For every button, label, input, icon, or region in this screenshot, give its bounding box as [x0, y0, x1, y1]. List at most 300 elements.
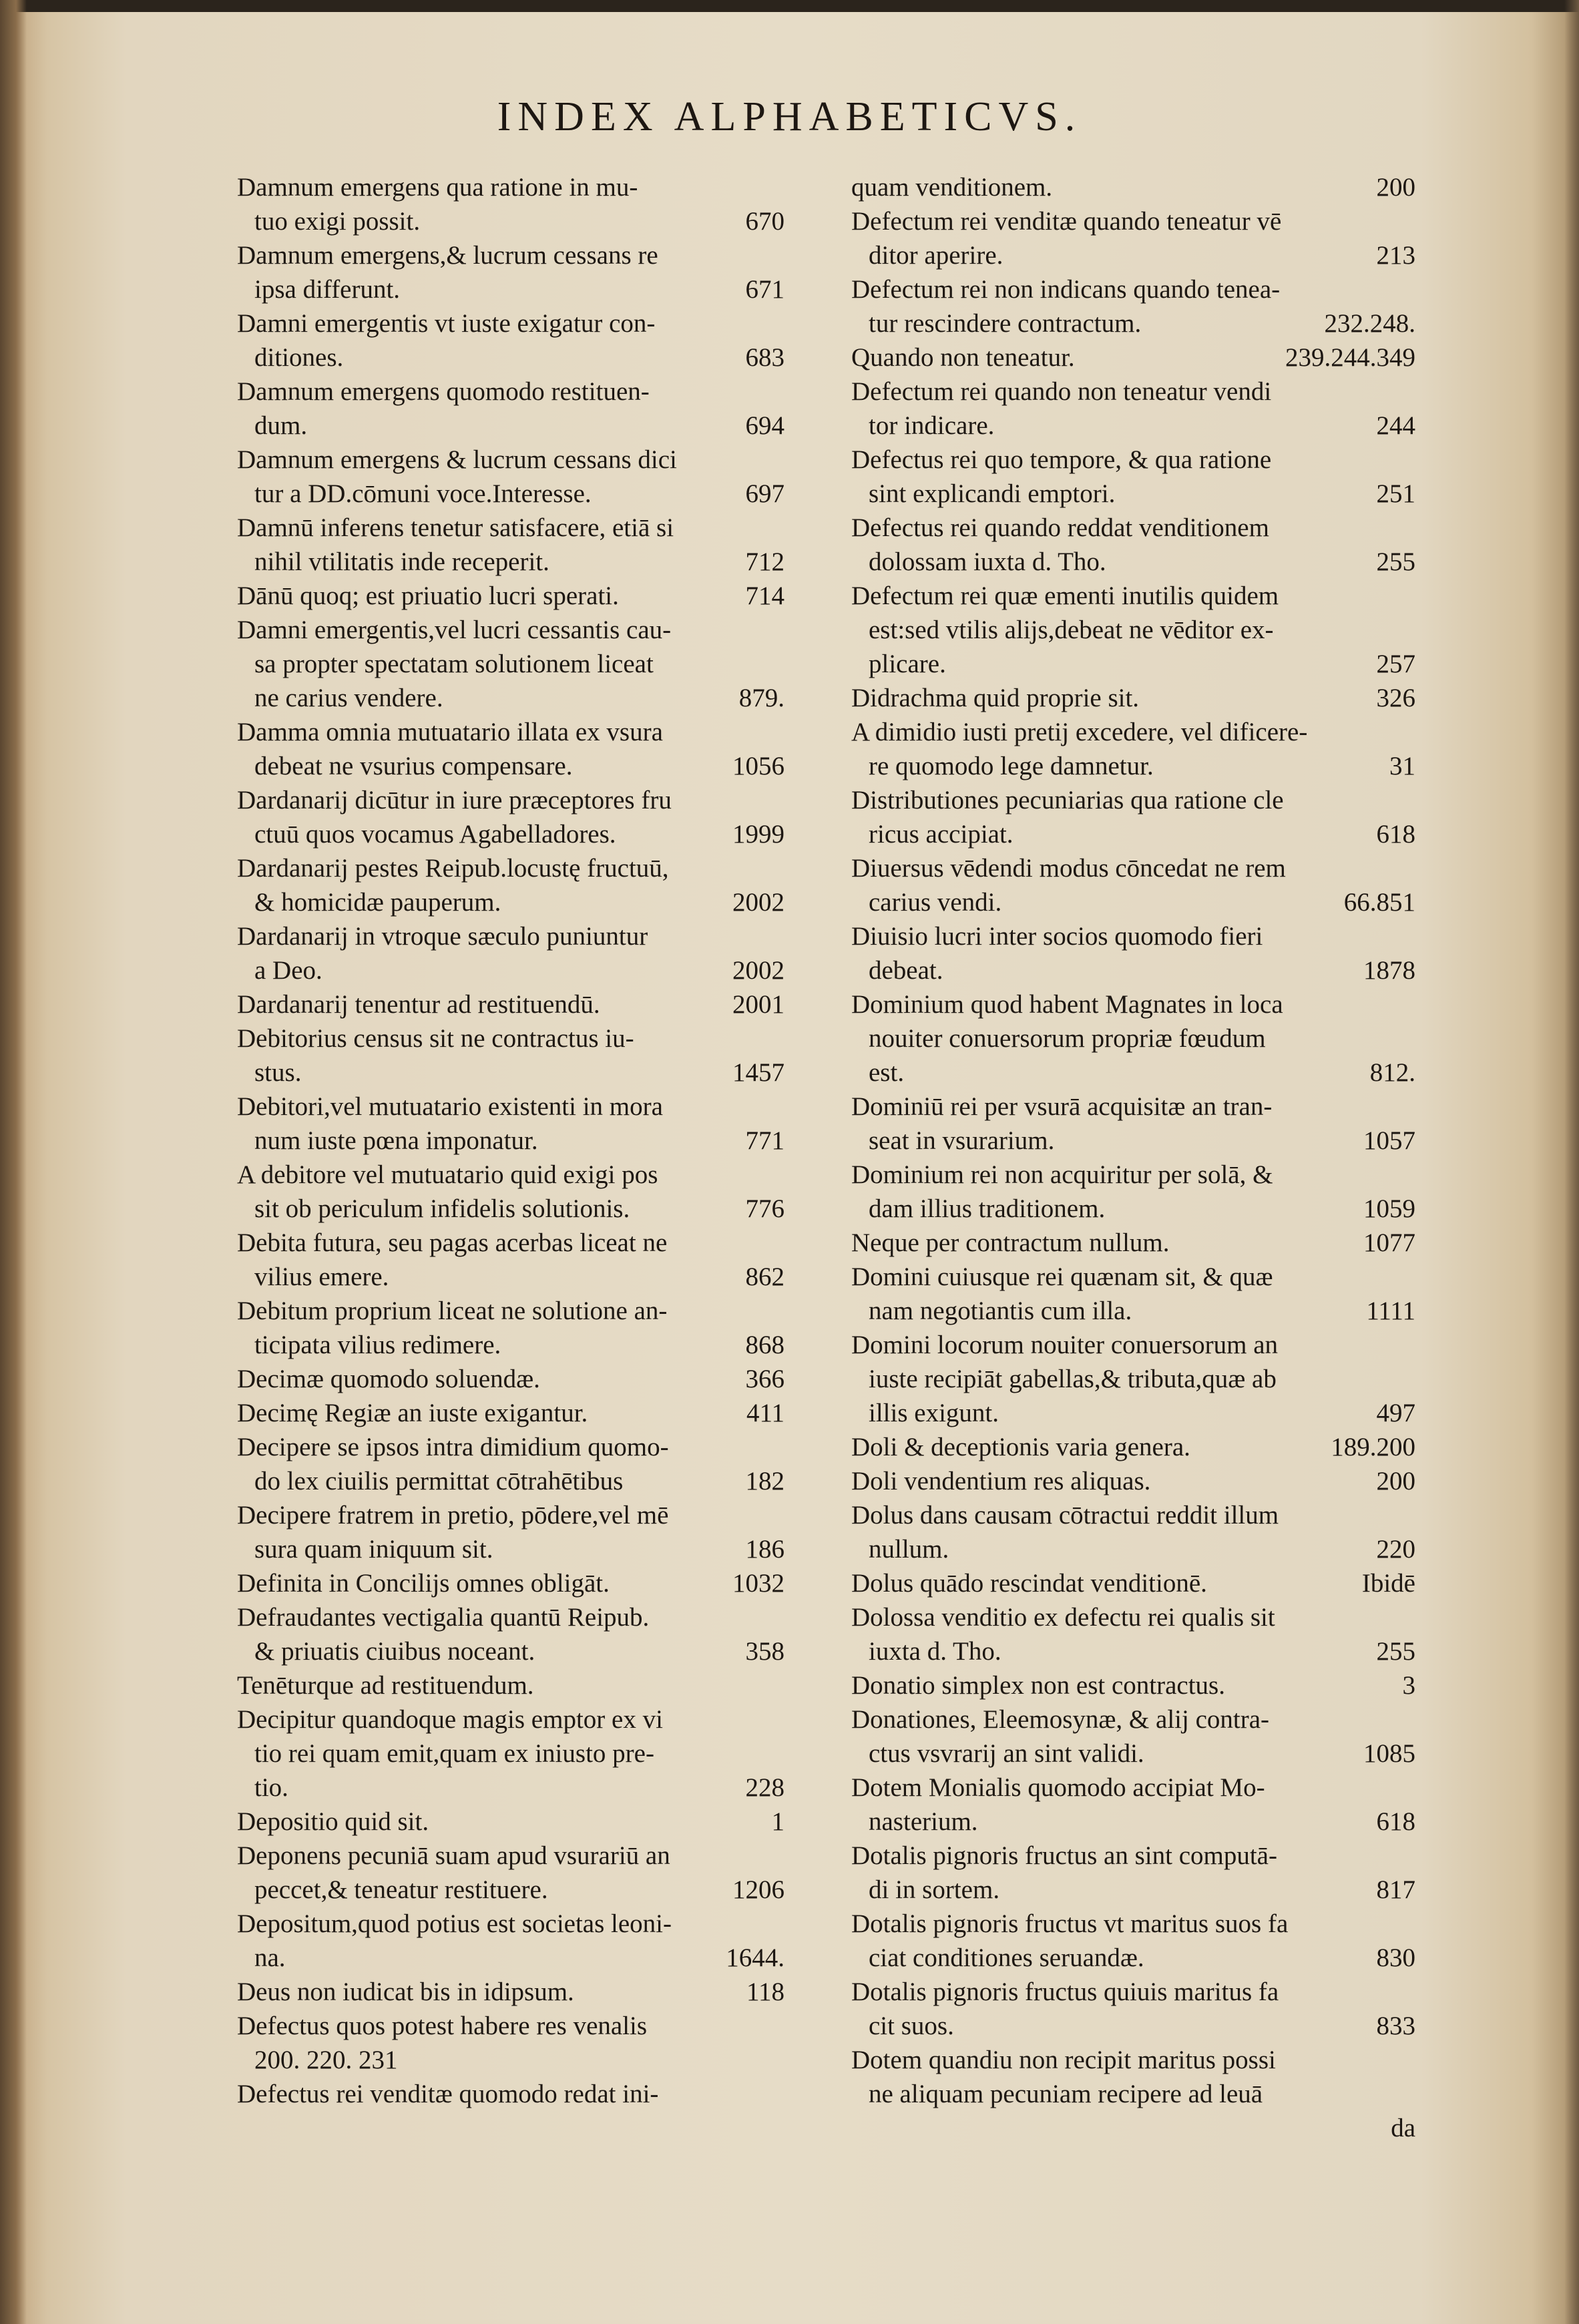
- entry-text: & homicidæ pauperum.: [254, 888, 501, 917]
- index-entry-line: [851, 2077, 1415, 2111]
- index-entry-line: [851, 1396, 1415, 1430]
- entry-text: sura quam iniquum sit.: [254, 1535, 493, 1564]
- entry-text: nam negotiantis cum illa.: [869, 1297, 1132, 1325]
- index-entry: [237, 715, 784, 783]
- index-entry: [237, 1362, 784, 1396]
- entry-text: Diuersus vēdendi modus cōncedat ne rem: [851, 854, 1286, 883]
- entry-text: Deus non iudicat bis in idipsum.: [237, 1978, 574, 2006]
- index-entry: [851, 272, 1415, 340]
- page-reference: 232.248.: [1324, 309, 1415, 338]
- catchword: da: [1391, 2114, 1415, 2142]
- index-entry: [851, 1090, 1415, 1158]
- page-reference: 2002: [732, 888, 784, 917]
- index-entry-line: [851, 1158, 1415, 1192]
- index-entry: [851, 919, 1415, 987]
- page-reference: 200: [1376, 1467, 1415, 1495]
- entry-text: Dardanarij pestes Reipub.locustę fructuū,: [237, 854, 669, 883]
- index-entry-line: [851, 443, 1415, 477]
- index-entry-line: [851, 647, 1415, 681]
- index-entry-line: [237, 953, 784, 987]
- page-reference: 244: [1376, 411, 1415, 440]
- running-head: INDEX ALPHABETICVS.: [497, 94, 1082, 140]
- entry-text: Diuisio lucri inter socios quomodo fieri: [851, 922, 1263, 951]
- index-entry-line: [851, 1634, 1415, 1668]
- entry-text: Defectum rei venditæ quando teneatur vē: [851, 207, 1282, 236]
- index-entry-line: [851, 885, 1415, 919]
- entry-text: stus.: [254, 1058, 302, 1087]
- page-reference: 1032: [732, 1569, 784, 1598]
- index-entry-line: [237, 1430, 784, 1464]
- index-entry: [851, 1702, 1415, 1771]
- index-entry-line: [237, 1056, 784, 1090]
- index-entry: [851, 1771, 1415, 1839]
- index-entry-line: [237, 613, 784, 647]
- page-reference: 255: [1376, 1637, 1415, 1666]
- page-reference: 1644.: [726, 1943, 784, 1972]
- entry-text: plicare.: [869, 650, 946, 678]
- entry-text: Domini locorum nouiter conuersorum an: [851, 1331, 1279, 1359]
- page-reference: 189.200: [1331, 1433, 1415, 1461]
- entry-text: Dotem quandiu non recipit maritus possi: [851, 2046, 1276, 2074]
- index-entry-line: [237, 272, 784, 306]
- index-entry-line: [237, 919, 784, 953]
- index-entry-line: [851, 2043, 1415, 2077]
- entry-text: dum.: [254, 411, 308, 440]
- entry-text: Donatio simplex non est contractus.: [851, 1671, 1225, 1700]
- index-entry: [237, 1498, 784, 1566]
- entry-text: debeat ne vsurius compensare.: [254, 752, 573, 780]
- index-entry: [851, 443, 1415, 511]
- page-reference: 694: [745, 411, 784, 440]
- index-entry-line: [851, 1192, 1415, 1226]
- index-entry: [237, 1566, 784, 1600]
- index-entry-line: [237, 511, 784, 545]
- page-reference: 1057: [1363, 1126, 1415, 1155]
- index-entry-line: [851, 375, 1415, 409]
- index-entry-line: [851, 1464, 1415, 1498]
- index-entry-line: [237, 1600, 784, 1634]
- index-entry-line: [851, 1226, 1415, 1260]
- index-entry: [851, 783, 1415, 851]
- index-entry: [237, 1805, 784, 1839]
- page-reference: 776: [745, 1194, 784, 1223]
- index-entry: [237, 919, 784, 987]
- entry-text: seat in vsurarium.: [869, 1126, 1055, 1155]
- index-entry-line: [851, 1668, 1415, 1702]
- page-reference: 833: [1376, 2012, 1415, 2040]
- index-entry: [851, 1498, 1415, 1566]
- index-entry-line: [237, 1668, 784, 1702]
- index-entry-line: [851, 1532, 1415, 1566]
- entry-text: Damma omnia mutuatario illata ex vsura: [237, 718, 663, 746]
- page-reference: 213: [1376, 241, 1415, 270]
- index-entry-line: [237, 1396, 784, 1430]
- entry-text: Quando non teneatur.: [851, 343, 1075, 372]
- index-entry-line: [237, 1124, 784, 1158]
- page-edge: [1564, 0, 1579, 2324]
- entry-text: Dānū quoq; est priuatio lucri sperati.: [237, 582, 619, 610]
- entry-text: Dardanarij tenentur ad restituendū.: [237, 990, 600, 1019]
- index-entry: [237, 443, 784, 511]
- index-entry-line: [851, 1021, 1415, 1056]
- index-entry-line: [237, 1907, 784, 1941]
- index-entry: [851, 987, 1415, 1090]
- entry-text: Decipitur quandoque magis emptor ex vi: [237, 1705, 663, 1734]
- index-entry-line: [851, 1362, 1415, 1396]
- page-reference: 411: [746, 1399, 784, 1427]
- page-reference: Ibidē: [1361, 1569, 1415, 1598]
- index-entry: [237, 1975, 784, 2009]
- index-entry: [237, 170, 784, 238]
- index-entry-line: [237, 817, 784, 851]
- entry-text: Domini cuiusque rei quænam sit, & quæ: [851, 1262, 1273, 1291]
- index-entry: [851, 511, 1415, 579]
- page-reference: 66.851: [1343, 888, 1415, 917]
- entry-text: sa propter spectatam solutionem liceat: [254, 650, 654, 678]
- entry-text: Depositio quid sit.: [237, 1807, 429, 1836]
- entry-text: ctus vsvrarij an sint validi.: [869, 1739, 1144, 1768]
- entry-text: vilius emere.: [254, 1262, 389, 1291]
- page-reference: 255: [1376, 547, 1415, 576]
- index-entry-line: [851, 953, 1415, 987]
- entry-text: nullum.: [869, 1535, 949, 1564]
- index-entry-line: [237, 647, 784, 681]
- index-entry: [851, 1839, 1415, 1907]
- index-entry-line: [851, 204, 1415, 238]
- page-reference: 868: [745, 1331, 784, 1359]
- index-entry-line: [237, 409, 784, 443]
- index-entry-line: [851, 1702, 1415, 1736]
- index-entry: [237, 1702, 784, 1805]
- index-entry: [851, 375, 1415, 443]
- index-entry: [237, 1668, 784, 1702]
- index-entry: [237, 2009, 784, 2077]
- index-entry-line: [851, 1805, 1415, 1839]
- page-reference: 31: [1389, 752, 1415, 780]
- index-entry-line: [237, 477, 784, 511]
- entry-text: ditiones.: [254, 343, 344, 372]
- index-entry-line: [851, 715, 1415, 749]
- index-entry: [851, 1975, 1415, 2043]
- entry-text: Debita futura, seu pagas acerbas liceat ne: [237, 1228, 668, 1257]
- index-entry: [237, 1396, 784, 1430]
- entry-text: Dominiū rei per vsurā acquisitæ an tran-: [851, 1092, 1273, 1121]
- index-entry-line: [851, 1090, 1415, 1124]
- page-reference: 1111: [1366, 1297, 1415, 1325]
- entry-text: a Deo.: [254, 956, 322, 985]
- index-entry: [851, 170, 1415, 204]
- entry-text: re quomodo lege damnetur.: [869, 752, 1154, 780]
- index-entry-line: [237, 885, 784, 919]
- entry-text: nasterium.: [869, 1807, 978, 1836]
- page-reference: 812.: [1369, 1058, 1415, 1087]
- page-reference: 1085: [1363, 1739, 1415, 1768]
- index-entry: [851, 1907, 1415, 1975]
- index-entry: [237, 613, 784, 715]
- page-reference: 879.: [738, 684, 784, 712]
- index-entry-line: [237, 1566, 784, 1600]
- entry-text: Decimæ quomodo soluendæ.: [237, 1365, 540, 1393]
- entry-text: Defectus quos potest habere res venalis: [237, 2012, 648, 2040]
- page-reference: 251: [1376, 479, 1415, 508]
- index-entry: [237, 783, 784, 851]
- entry-text: carius vendi.: [869, 888, 1002, 917]
- entry-text: Defectus rei venditæ quomodo redat ini-: [237, 2080, 659, 2108]
- entry-text: tur a DD.cōmuni voce.Interesse.: [254, 479, 592, 508]
- entry-text: Dolus quādo rescindat venditionē.: [851, 1569, 1207, 1598]
- entry-text: peccet,& teneatur restituere.: [254, 1875, 548, 1904]
- page-reference: 1059: [1363, 1194, 1415, 1223]
- entry-text: tio rei quam emit,quam ex iniusto pre-: [254, 1739, 654, 1768]
- index-entry-line: [851, 851, 1415, 885]
- entry-text: Defectum rei quæ ementi inutilis quidem: [851, 582, 1279, 610]
- index-entry: [237, 306, 784, 375]
- page-reference: 618: [1376, 820, 1415, 849]
- index-entry: [237, 2077, 784, 2111]
- index-entry-line: [851, 1430, 1415, 1464]
- entry-text: Didrachma quid proprie sit.: [851, 684, 1140, 712]
- entry-text: dam illius traditionem.: [869, 1194, 1106, 1223]
- entry-text: Decipere fratrem in pretio, pōdere,vel mē: [237, 1501, 669, 1530]
- index-entry-line: [851, 919, 1415, 953]
- entry-text: tur rescindere contractum.: [869, 309, 1142, 338]
- index-entry-line: [237, 1090, 784, 1124]
- index-entry-line: [237, 340, 784, 375]
- index-entry-line: [851, 1839, 1415, 1873]
- index-entry-line: [237, 1702, 784, 1736]
- index-entry-line: [851, 1566, 1415, 1600]
- entry-text: Dotem Monialis quomodo accipiat Mo-: [851, 1773, 1265, 1802]
- index-entry-line: [851, 613, 1415, 647]
- index-column-left: [237, 170, 784, 2111]
- page-reference: [1407, 2077, 1415, 2111]
- entry-text: Damnum emergens qua ratione in mu-: [237, 173, 638, 202]
- index-entry-line: [237, 681, 784, 715]
- index-entry-line: [237, 170, 784, 204]
- index-entry-line: [851, 306, 1415, 340]
- index-entry-line: [851, 987, 1415, 1021]
- entry-text: Damnū inferens tenetur satisfacere, etiā si: [237, 513, 674, 542]
- entry-text: Damni emergentis,vel lucri cessantis cau-: [237, 616, 672, 644]
- entry-text: Debitorius census sit ne contractus iu-: [237, 1024, 634, 1053]
- index-entry: [851, 340, 1415, 375]
- index-entry-line: [237, 2077, 784, 2111]
- entry-text: A debitore vel mutuatario quid exigi pos: [237, 1160, 658, 1189]
- index-entry: [851, 715, 1415, 783]
- entry-text: Defectum rei non indicans quando tenea-: [851, 275, 1281, 304]
- entry-text: est:sed vtilis alijs,debeat ne vēditor ex-: [869, 616, 1274, 644]
- scan-top-edge: [0, 0, 1579, 12]
- index-entry-line: [237, 783, 784, 817]
- entry-text: Defectus rei quo tempore, & qua ratione: [851, 445, 1272, 474]
- page-reference: 1457: [732, 1058, 784, 1087]
- entry-text: Dotalis pignoris fructus an sint computā-: [851, 1841, 1277, 1870]
- index-entry: [237, 1226, 784, 1294]
- index-entry-line: [851, 681, 1415, 715]
- entry-text: na.: [254, 1943, 286, 1972]
- index-entry-line: [851, 1600, 1415, 1634]
- page-reference: 118: [746, 1978, 784, 2006]
- entry-text: Neque per contractum nullum.: [851, 1228, 1170, 1257]
- index-entry-line: [851, 1736, 1415, 1771]
- index-entry-line: [237, 1941, 784, 1975]
- index-entry-line: [851, 511, 1415, 545]
- entry-text: illis exigunt.: [869, 1399, 999, 1427]
- index-column-right: [851, 170, 1415, 2145]
- entry-text: Tenēturque ad restituendum.: [237, 1671, 534, 1700]
- index-entry-line: [237, 1498, 784, 1532]
- page-reference: 1206: [732, 1875, 784, 1904]
- entry-text: di in sortem.: [869, 1875, 1000, 1904]
- index-entry: [237, 511, 784, 579]
- index-entry-line: [851, 545, 1415, 579]
- page-reference: 200: [1376, 173, 1415, 202]
- page-reference: 186: [745, 1535, 784, 1564]
- entry-text: tio.: [254, 1773, 288, 1802]
- entry-text: Dotalis pignoris fructus quiuis maritus fa: [851, 1978, 1279, 2006]
- index-entry-line: [851, 238, 1415, 272]
- index-entry-line: [237, 1464, 784, 1498]
- index-entry-line: [237, 1736, 784, 1771]
- entry-text: sint explicandi emptori.: [869, 479, 1116, 508]
- page-reference: 3: [1402, 1671, 1415, 1700]
- page-reference: 182: [745, 1467, 784, 1495]
- index-entry-line: [851, 477, 1415, 511]
- entry-text: iuste recipiāt gabellas,& tributa,quæ ab: [869, 1365, 1277, 1393]
- entry-text: Distributiones pecuniarias qua ratione cle: [851, 786, 1284, 815]
- entry-text: sit ob periculum infidelis solutionis.: [254, 1194, 630, 1223]
- page-reference: 830: [1376, 1943, 1415, 1972]
- index-entry-line: [851, 1975, 1415, 2009]
- entry-text: ipsa differunt.: [254, 275, 401, 304]
- entry-text: ditor aperire.: [869, 241, 1003, 270]
- index-entry: [237, 1839, 784, 1907]
- index-entry: [237, 579, 784, 613]
- index-entry-line: [237, 1260, 784, 1294]
- entry-text: do lex ciuilis permittat cōtrahētibus: [254, 1467, 624, 1495]
- index-entry-line: [851, 579, 1415, 613]
- entry-text: Dolossa venditio ex defectu rei qualis sit: [851, 1603, 1275, 1632]
- page-reference: 817: [1376, 1875, 1415, 1904]
- index-entry-line: [237, 1158, 784, 1192]
- entry-text: ciat conditiones seruandæ.: [869, 1943, 1144, 1972]
- entry-text: est.: [869, 1058, 905, 1087]
- index-entry-line: [237, 749, 784, 783]
- entry-text: nihil vtilitatis inde receperit.: [254, 547, 549, 576]
- index-entry-line: [851, 1498, 1415, 1532]
- page-reference: 2002: [732, 956, 784, 985]
- index-entry: [851, 1464, 1415, 1498]
- index-entry: [851, 1430, 1415, 1464]
- index-entry-line: [237, 1839, 784, 1873]
- entry-text: Definita in Concilijs omnes obligāt.: [237, 1569, 610, 1598]
- entry-text: debeat.: [869, 956, 943, 985]
- index-entry: [851, 1328, 1415, 1430]
- page-reference: 1056: [732, 752, 784, 780]
- entry-text: Defectum rei quando non teneatur vendi: [851, 377, 1272, 406]
- index-entry: [237, 238, 784, 306]
- index-entry-line: [237, 1226, 784, 1260]
- page-reference: 358: [745, 1637, 784, 1666]
- index-entry-line: [851, 1294, 1415, 1328]
- entry-text: Damnum emergens & lucrum cessans dici: [237, 445, 677, 474]
- entry-text: Dolus dans causam cōtractui reddit illum: [851, 1501, 1279, 1530]
- page-reference: 1999: [732, 820, 784, 849]
- entry-text: Decimę Regiæ an iuste exigantur.: [237, 1399, 588, 1427]
- page-reference: 683: [745, 343, 784, 372]
- index-entry-line: [851, 1771, 1415, 1805]
- entry-text: ne carius vendere.: [254, 684, 443, 712]
- entry-text: quam venditionem.: [851, 173, 1053, 202]
- index-entry-line: [237, 375, 784, 409]
- entry-text: ricus accipiat.: [869, 820, 1013, 849]
- entry-text: dolossam iuxta d. Tho.: [869, 547, 1106, 576]
- entry-text: Dominium quod habent Magnates in loca: [851, 990, 1283, 1019]
- entry-text: Dardanarij in vtroque sæculo puniuntur: [237, 922, 648, 951]
- index-entry-line: [237, 1873, 784, 1907]
- index-entry: [851, 204, 1415, 272]
- index-entry: [237, 1600, 784, 1668]
- index-entry: [851, 1566, 1415, 1600]
- entry-text: 200. 220. 231: [254, 2046, 398, 2074]
- entry-text: num iuste pœna imponatur.: [254, 1126, 538, 1155]
- index-entry: [237, 1158, 784, 1226]
- index-entry-line: [237, 1771, 784, 1805]
- entry-text: Dotalis pignoris fructus vt maritus suos fa: [851, 1909, 1289, 1938]
- index-entry: [851, 1668, 1415, 1702]
- index-entry: [237, 987, 784, 1021]
- index-entry: [851, 1226, 1415, 1260]
- entry-text: ne aliquam pecuniam recipere ad leuā: [869, 2080, 1263, 2108]
- index-entry-line: [237, 1532, 784, 1566]
- page-reference: 862: [745, 1262, 784, 1291]
- index-entry-line: [237, 987, 784, 1021]
- index-entry: [237, 1907, 784, 1975]
- index-entry-line: [851, 409, 1415, 443]
- index-entry-line: [237, 1328, 784, 1362]
- index-entry-line: [237, 1975, 784, 2009]
- index-entry-line: [851, 1124, 1415, 1158]
- binding-gutter: [0, 0, 27, 2324]
- page-reference: 714: [745, 582, 784, 610]
- entry-text: ctuū quos vocamus Agabelladores.: [254, 820, 616, 849]
- page-reference: [776, 1668, 784, 1702]
- page-reference: 697: [745, 479, 784, 508]
- index-entry-line: [237, 851, 784, 885]
- index-entry-line: [237, 545, 784, 579]
- page-reference: 671: [745, 275, 784, 304]
- index-entry: [237, 1021, 784, 1090]
- index-entry-line: [851, 783, 1415, 817]
- entry-text: tor indicare.: [869, 411, 995, 440]
- page-reference: 366: [745, 1365, 784, 1393]
- entry-text: Depositum,quod potius est societas leoni-: [237, 1909, 672, 1938]
- page-reference: 497: [1376, 1399, 1415, 1427]
- page-reference: [776, 2043, 784, 2077]
- index-entry: [237, 1430, 784, 1498]
- entry-text: Doli & deceptionis varia genera.: [851, 1433, 1190, 1461]
- entry-text: Dominium rei non acquiritur per solā, &: [851, 1160, 1273, 1189]
- index-entry-line: [851, 2009, 1415, 2043]
- index-entry-line: [851, 1328, 1415, 1362]
- page-reference: 712: [745, 547, 784, 576]
- index-entry-line: [237, 579, 784, 613]
- entry-text: tuo exigi possit.: [254, 207, 421, 236]
- entry-text: Dardanarij dicūtur in iure præceptores fru: [237, 786, 672, 815]
- page-reference: 239.244.349: [1285, 343, 1415, 372]
- index-entry-line: [237, 1805, 784, 1839]
- entry-text: Damnum emergens quomodo restituen-: [237, 377, 650, 406]
